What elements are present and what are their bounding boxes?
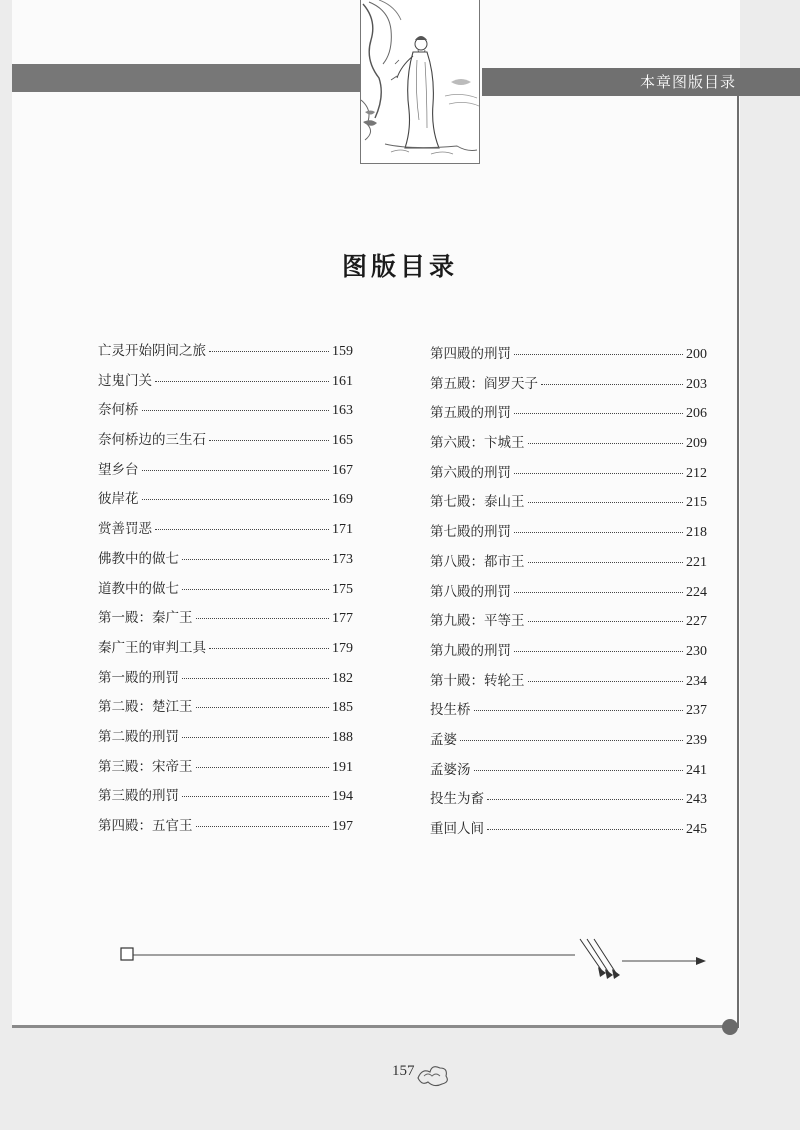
dot-leader [209,648,329,649]
toc-entry[interactable] [430,698,707,728]
toc-entry[interactable] [98,517,353,547]
toc-entry-page: 206 [686,406,707,422]
cloud-ornament-icon [414,1058,450,1092]
header-band-left [12,64,360,92]
toc-entry-page: 224 [686,584,707,600]
toc-entry-title: 彼岸花 [98,491,139,508]
dot-leader [514,651,683,652]
toc-entry-title: 第六殿的刑罚 [430,464,511,481]
dot-leader [182,796,329,797]
toc-entry-page: 243 [686,792,707,808]
toc-entry-page: 194 [332,789,353,805]
toc-entry-page: 177 [332,611,353,627]
dot-leader [460,740,683,741]
toc-entry[interactable] [430,758,707,788]
toc-entry-title: 佛教中的做七 [98,550,179,567]
toc-entry-title: 第二殿：楚江王 [98,699,193,716]
toc-entry[interactable] [430,817,707,847]
toc-entry-page: 237 [686,703,707,719]
toc-entry-title: 第五殿：阎罗天子 [430,375,538,392]
chapter-header-label: 本章图版目录 [640,73,737,91]
toc-entry-title: 第三殿：宋帝王 [98,758,193,775]
toc-entry-title: 第六殿：卞城王 [430,435,525,452]
toc-entry[interactable] [98,666,353,696]
dot-leader [514,592,683,593]
toc-entry-page: 167 [332,462,353,478]
toc-entry[interactable] [430,787,707,817]
dot-leader [209,351,329,352]
toc-entry-title: 第五殿的刑罚 [430,405,511,422]
toc-entry-page: 218 [686,525,707,541]
footer-arrow-decoration [120,935,710,989]
dot-leader [196,826,330,827]
toc-entry-page: 163 [332,403,353,419]
corner-dot-ornament [722,1019,738,1035]
toc-entry-page: 200 [686,347,707,362]
toc-entry-page: 197 [332,819,353,834]
toc-entry-title: 第八殿的刑罚 [430,583,511,600]
toc-entry-page: 169 [332,492,353,508]
dot-leader [182,737,329,738]
toc-entry-page: 179 [332,640,353,656]
toc-entry-page: 188 [332,729,353,745]
toc-entry[interactable] [98,547,353,577]
toc-entry-page: 203 [686,376,707,392]
toc-entry[interactable] [430,609,707,639]
toc-entry-page: 159 [332,344,353,359]
toc-entry-page: 209 [686,436,707,452]
dot-leader [196,618,330,619]
toc-entry[interactable] [98,606,353,636]
toc-entry[interactable] [430,669,707,699]
toc-entry-title: 赏善罚恶 [98,521,152,538]
toc-entry[interactable] [98,369,353,399]
page-right-border [737,92,739,1028]
header-illustration [360,0,480,164]
toc-entry[interactable] [430,461,707,491]
toc-entry-page: 185 [332,700,353,716]
toc-entry[interactable] [430,728,707,758]
toc-entry[interactable] [430,550,707,580]
toc-entry[interactable] [430,372,707,402]
toc-entry[interactable] [98,725,353,755]
toc-entry-title: 第一殿的刑罚 [98,669,179,686]
toc-entry[interactable] [98,487,353,517]
sage-figure-illustration [361,0,479,162]
toc-entry-page: 191 [332,759,353,775]
toc-entry[interactable] [430,431,707,461]
toc-entry-page: 241 [686,762,707,778]
dot-leader [155,529,329,530]
dot-leader [514,532,683,533]
toc-entry-title: 第一殿：秦广王 [98,610,193,627]
toc-entry[interactable] [430,490,707,520]
toc-entry[interactable] [430,639,707,669]
toc-entry-page: 173 [332,551,353,567]
toc-entry-title: 望乡台 [98,461,139,478]
dot-leader [474,770,684,771]
toc-entry-title: 投生为畜 [430,791,484,808]
toc-entry-page: 230 [686,643,707,659]
toc-entry-title: 第七殿的刑罚 [430,524,511,541]
hollow-square-icon [121,948,133,960]
page-bottom-border [12,1025,728,1028]
toc-entry-page: 175 [332,581,353,597]
dot-leader [142,410,330,411]
toc-entry-title: 第七殿：泰山王 [430,494,525,511]
dot-leader [514,413,683,414]
toc-entry-page: 165 [332,433,353,449]
toc-entry[interactable] [98,398,353,428]
dot-leader [514,473,683,474]
dot-leader [474,710,684,711]
toc-entry-title: 重回人间 [430,821,484,837]
dot-leader [528,681,684,682]
toc-entry[interactable] [98,458,353,488]
dot-leader [528,621,684,622]
toc-entry-title: 奈何桥边的三生石 [98,432,206,449]
toc-entry[interactable] [98,636,353,666]
toc-entry-page: 234 [686,673,707,689]
dot-leader [182,559,329,560]
toc-entry-title: 第四殿：五官王 [98,818,193,834]
toc-entry-title: 第九殿的刑罚 [430,642,511,659]
toc-entry-title: 秦广王的审判工具 [98,639,206,656]
dot-leader [182,678,329,679]
toc-entry[interactable] [98,814,353,844]
page-title: 图版目录 [341,252,458,281]
toc-entry-title: 第二殿的刑罚 [98,728,179,745]
toc-entry[interactable] [98,695,353,725]
toc-entry-page: 182 [332,670,353,686]
dot-leader [528,443,684,444]
toc-entry-page: 221 [686,554,707,570]
dot-leader [182,589,329,590]
toc-entry-title: 第九殿：平等王 [430,613,525,630]
toc-entry[interactable] [430,342,707,372]
toc-entry-title: 第八殿：都市王 [430,553,525,570]
toc-entry-title: 孟婆 [430,731,457,748]
arrowhead-icon [696,957,706,965]
toc-entry-title: 投生桥 [430,702,471,719]
toc-entry[interactable] [98,339,353,369]
toc-entry-page: 239 [686,732,707,748]
toc-entry-page: 212 [686,465,707,481]
toc-entry[interactable] [98,428,353,458]
toc-entry-title: 孟婆汤 [430,761,471,778]
toc-entry[interactable] [430,520,707,550]
toc-entry[interactable] [98,755,353,785]
dot-leader [528,562,684,563]
dot-leader [528,502,684,503]
dot-leader [196,707,330,708]
dot-leader [487,799,683,800]
toc-entry-title: 过鬼门关 [98,372,152,389]
toc-column-right [430,342,707,847]
dot-leader [541,384,683,385]
toc-entry[interactable] [430,401,707,431]
toc-entry-title: 第十殿：转轮王 [430,672,525,689]
dot-leader [196,767,330,768]
triple-arrow-icon [580,939,620,979]
toc-entry[interactable] [98,577,353,607]
dot-leader [514,354,683,355]
dot-leader [487,829,683,830]
toc-entry-title: 奈何桥 [98,402,139,419]
toc-entry-page: 215 [686,495,707,511]
page-number: 157 [392,1063,415,1079]
toc-entry-page: 227 [686,614,707,630]
toc-entry-page: 245 [686,822,707,837]
toc-entry-title: 第四殿的刑罚 [430,346,511,362]
toc-entry-title: 第三殿的刑罚 [98,788,179,805]
dot-leader [142,499,330,500]
toc-entry[interactable] [430,580,707,610]
dot-leader [155,381,329,382]
toc-entry-title: 亡灵开始阴间之旅 [98,343,206,359]
toc-entry-title: 道教中的做七 [98,580,179,597]
toc-entry[interactable] [98,784,353,814]
toc-column-left [98,339,353,844]
toc-entry-page: 171 [332,522,353,538]
dot-leader [209,440,329,441]
dot-leader [142,470,330,471]
toc-entry-page: 161 [332,373,353,389]
